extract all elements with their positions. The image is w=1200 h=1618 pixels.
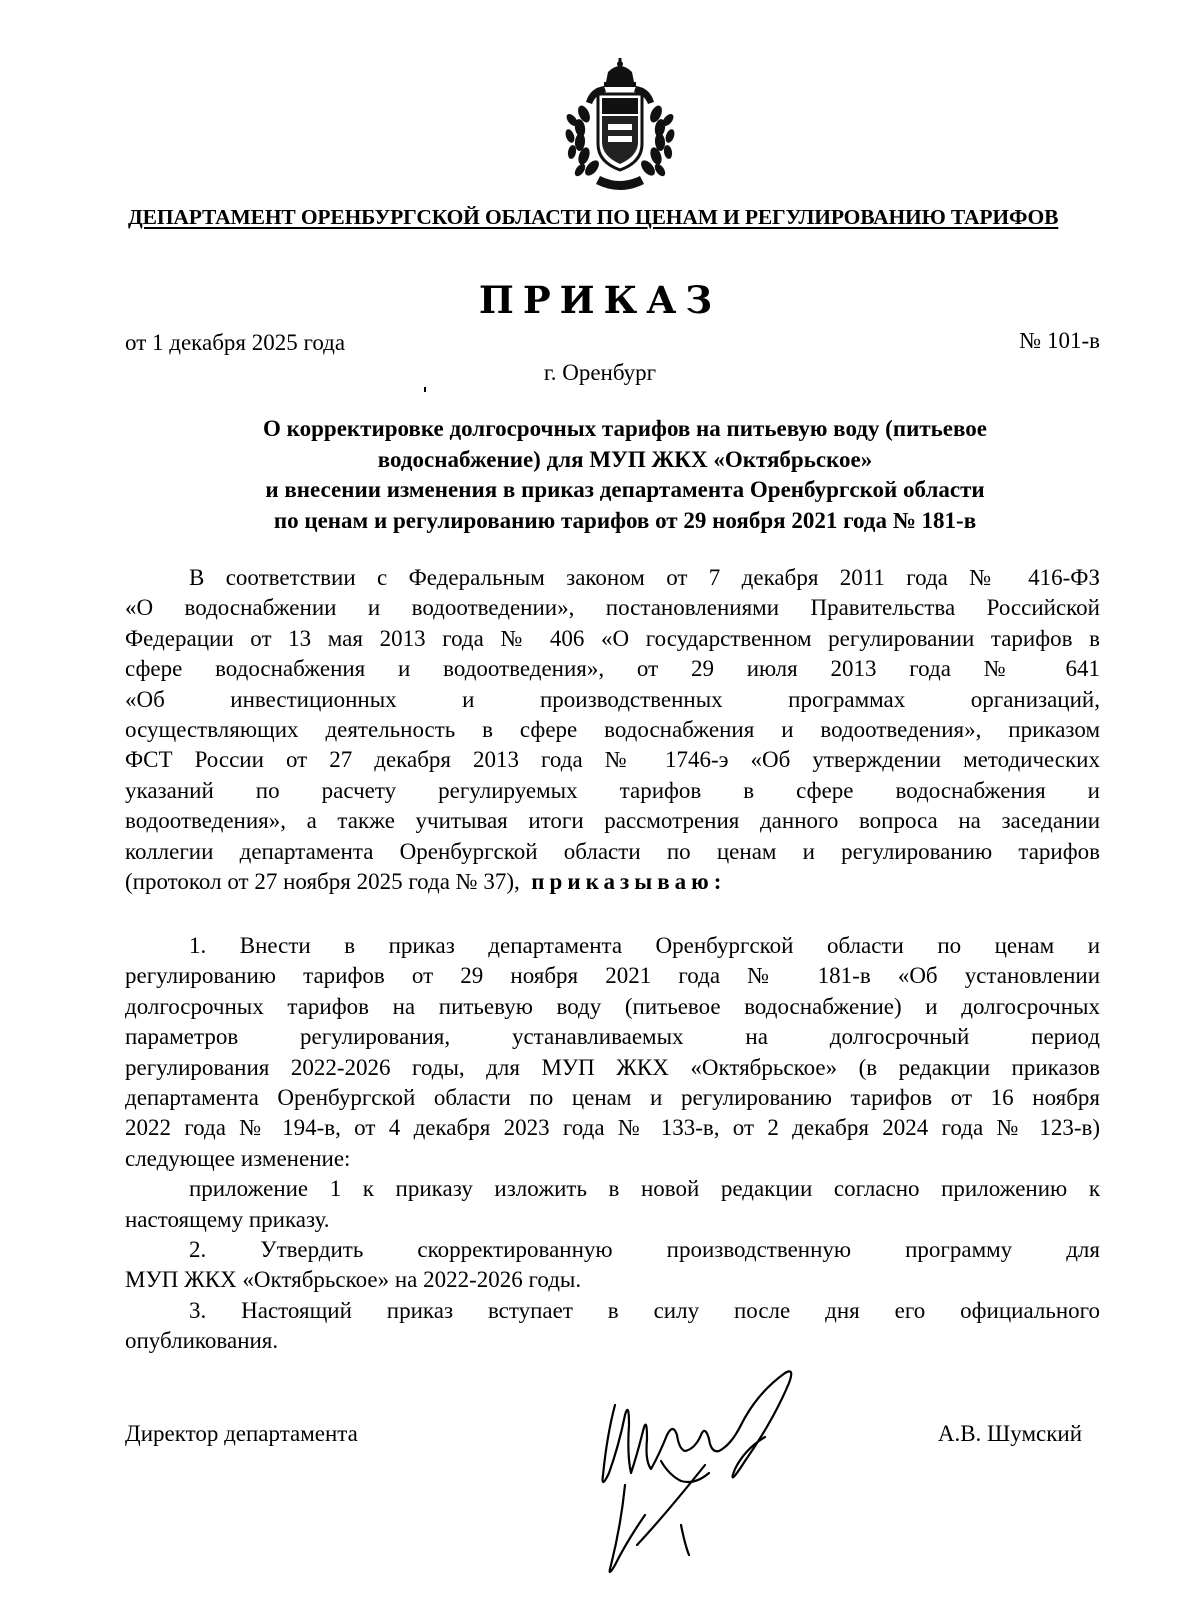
item-3-line: опубликования.: [125, 1328, 279, 1354]
preamble-line: указаний по расчету регулируемых тарифов в сфере водоснабжения и: [125, 777, 1100, 803]
coat-of-arms-icon: [560, 58, 680, 198]
subject-line: и внесении изменения в приказ департамента Оренбургской области: [265, 477, 985, 502]
item-1-line: департамента Оренбургской области по ценам и регулированию тарифов от 16 ноября: [125, 1085, 1100, 1111]
item-1-line: регулирования 2022-2026 годы, для МУП ЖКХ «Октябрьское» (в редакции приказов: [125, 1054, 1100, 1080]
change-line: настоящему приказу.: [125, 1206, 330, 1232]
preamble-protocol: (протокол от 27 ноября 2025 года № 37),: [125, 869, 520, 895]
item-1-line: 1. Внести в приказ департамента Оренбургской области по ценам и: [189, 933, 1100, 958]
item-1-line: 2022 года № 194-в, от 4 декабря 2023 года № 133-в, от 2 декабря 2024 года № 123-в): [125, 1115, 1100, 1141]
preamble-line: ФСТ России от 27 декабря 2013 года № 1746-э «Об утверждении методических: [125, 747, 1100, 773]
signatory-name: А.В. Шумский: [937, 1421, 1082, 1446]
preamble-last-line: [125, 867, 1100, 897]
preamble-line: «Об инвестиционных и производственных программах организаций,: [125, 686, 1100, 712]
item-2-line: МУП ЖКХ «Октябрьское» на 2022-2026 годы.: [125, 1267, 582, 1293]
item-3-line: 3. Настоящий приказ вступает в силу после дня его официального: [189, 1297, 1100, 1323]
order-city: г. Оренбург: [543, 360, 657, 385]
item-1-line: параметров регулирования, устанавливаемых на долгосрочный период: [125, 1024, 1100, 1050]
item-1-paragraph: [125, 931, 1100, 1357]
preamble-paragraph: [125, 563, 1100, 897]
item-2-line: 2. Утвердить скорректированную производственную программу для: [189, 1237, 1100, 1263]
order-word: приказываю:: [531, 869, 727, 895]
preamble-line: коллегии департамента Оренбургской области по ценам и регулированию тарифов: [125, 838, 1100, 864]
subject-line: водоснабжение) для МУП ЖКХ «Октябрьское»: [377, 446, 873, 472]
scan-speck: [424, 387, 426, 392]
item-1-line: долгосрочных тарифов на питьевую воду (питьевое водоснабжение) и долгосрочных: [125, 993, 1100, 1019]
preamble-line: водоотведения», а также учитывая итоги рассмотрения данного вопроса на заседании: [125, 808, 1100, 834]
handwritten-signature: [585, 1365, 815, 1585]
order-title: ПРИКАЗ: [478, 278, 722, 322]
change-line: приложение 1 к приказу изложить в новой редакции согласно приложению к: [189, 1176, 1100, 1202]
order-date: от 1 декабря 2025 года: [125, 330, 346, 355]
subject-line: О корректировке долгосрочных тарифов на питьевую воду (питьевое: [263, 416, 987, 441]
item-1-line: регулированию тарифов от 29 ноября 2021 года № 181-в «Об установлении: [125, 963, 1100, 989]
department-name: ДЕПАРТАМЕНТ ОРЕНБУРГСКОЙ ОБЛАСТИ ПО ЦЕНАМ И РЕГУЛИРОВАНИЮ ТАРИФОВ: [128, 205, 1059, 229]
preamble-line: «О водоснабжении и водоотведении», постановлениями Правительства Российской: [125, 595, 1100, 621]
preamble-line: Федерации от 13 мая 2013 года № 406 «О государственном регулировании тарифов в: [125, 625, 1100, 651]
preamble-line: В соответствии с Федеральным законом от 7 декабря 2011 года № 416-ФЗ: [189, 565, 1100, 590]
preamble-line: сфере водоснабжения и водоотведения», от 29 июля 2013 года № 641: [125, 656, 1100, 682]
signatory-position: Директор департамента: [125, 1421, 358, 1446]
item-1-last-line: следующее изменение:: [125, 1145, 351, 1171]
order-subject: [170, 414, 1080, 536]
preamble-line: осуществляющих деятельность в сфере водоснабжения и водоотведения», приказом: [125, 717, 1100, 743]
order-number: № 101-в: [1019, 328, 1100, 353]
subject-line: по ценам и регулированию тарифов от 29 ноября 2021 года № 181-в: [273, 507, 977, 533]
